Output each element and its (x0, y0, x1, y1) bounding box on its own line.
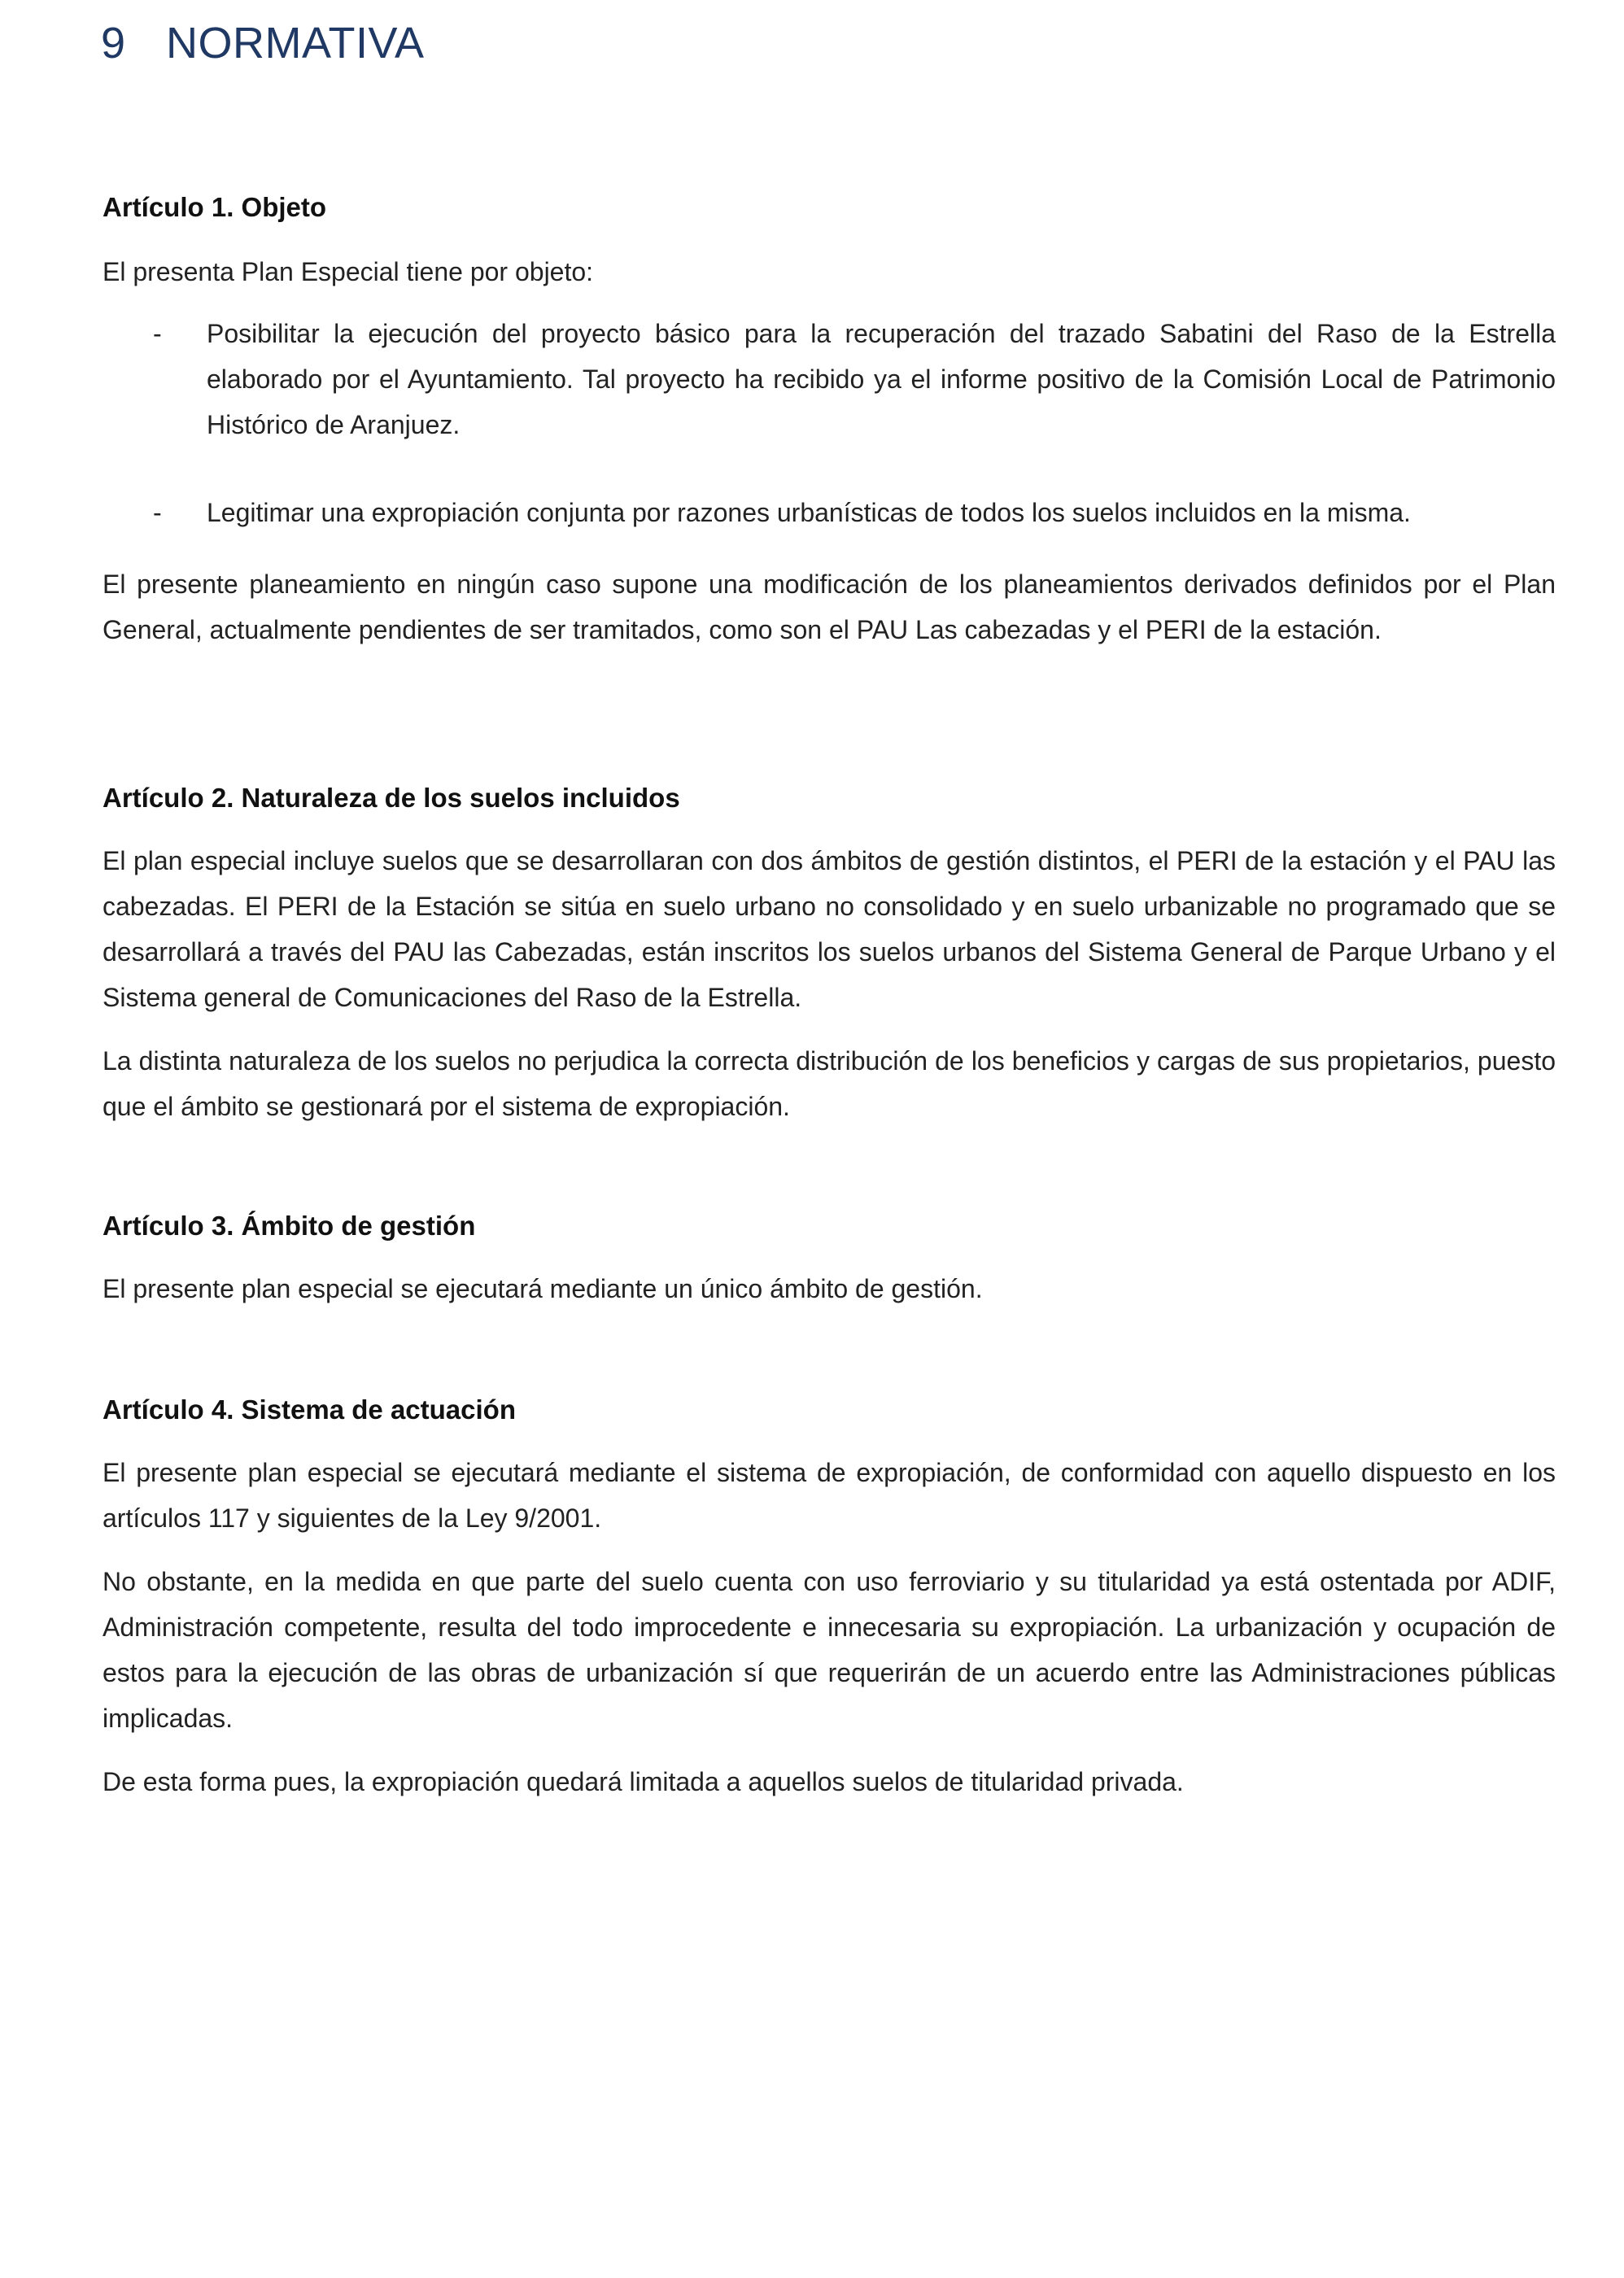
article-2-paragraph-1: El plan especial incluye suelos que se desarrollaran con dos ámbitos de gestión distintos, el PERI de la estación y el PAU las cabezadas. El PERI de la Estación se sitúa en suelo urbano no consolidado y en suelo urbanizable no programado que se desarrollará a través del PAU las Cabezadas, están inscritos los suelos urbanos del Sistema General de Parque Urbano y el Sistema general de Comunicaciones del Raso de la Estrella. (103, 846, 1556, 1012)
section-title: NORMATIVA (166, 19, 425, 68)
bullet-text: Posibilitar la ejecución del proyecto básico para la recuperación del trazado Sabatini del Raso de la Estrella elaborado por el Ayuntamiento. Tal proyecto ha recibido ya el informe positivo de la Comisión Local de Patrimonio Histórico de Aranjuez. (207, 319, 1556, 439)
article-2-paragraph-2: La distinta naturaleza de los suelos no perjudica la correcta distribución de los beneficios y cargas de sus propietarios, puesto que el ámbito se gestionará por el sistema de expropiación. (103, 1046, 1556, 1121)
bullet-marker: - (153, 498, 162, 527)
article-1-title: Artículo 1. Objeto (103, 192, 327, 222)
article-4-title: Artículo 4. Sistema de actuación (103, 1394, 516, 1425)
article-2-title: Artículo 2. Naturaleza de los suelos incluidos (103, 783, 680, 813)
bullet-marker: - (153, 319, 162, 348)
article-4-paragraph-2: No obstante, en la medida en que parte del suelo cuenta con uso ferroviario y su titularidad ya está ostentada por ADIF, Administración competente, resulta del todo improcedente e innecesaria su expropiación. La urbanización y ocupación de estos para la ejecución de las obras de urbanización sí que requerirán de un acuerdo entre las Administraciones públicas implicadas. (103, 1567, 1556, 1733)
article-3-title: Artículo 3. Ámbito de gestión (103, 1211, 476, 1241)
article-4-paragraph-1: El presente plan especial se ejecutará mediante el sistema de expropiación, de conformidad con aquello dispuesto en los artículos 117 y siguientes de la Ley 9/2001. (103, 1458, 1556, 1533)
article-1-intro: El presenta Plan Especial tiene por objeto: (103, 257, 594, 286)
article-1-paragraph-1: El presente planeamiento en ningún caso supone una modificación de los planeamientos derivados definidos por el Plan General, actualmente pendientes de ser tramitados, como son el PAU Las cabezadas y el PERI de la estación. (103, 570, 1556, 644)
section-number: 9 (101, 19, 126, 68)
article-3-paragraph-1: El presente plan especial se ejecutará mediante un único ámbito de gestión. (103, 1274, 983, 1303)
section-heading (101, 18, 425, 68)
bullet-text: Legitimar una expropiación conjunta por razones urbanísticas de todos los suelos incluidos en la misma. (207, 498, 1411, 527)
article-4-paragraph-3: De esta forma pues, la expropiación quedará limitada a aquellos suelos de titularidad privada. (103, 1767, 1184, 1796)
